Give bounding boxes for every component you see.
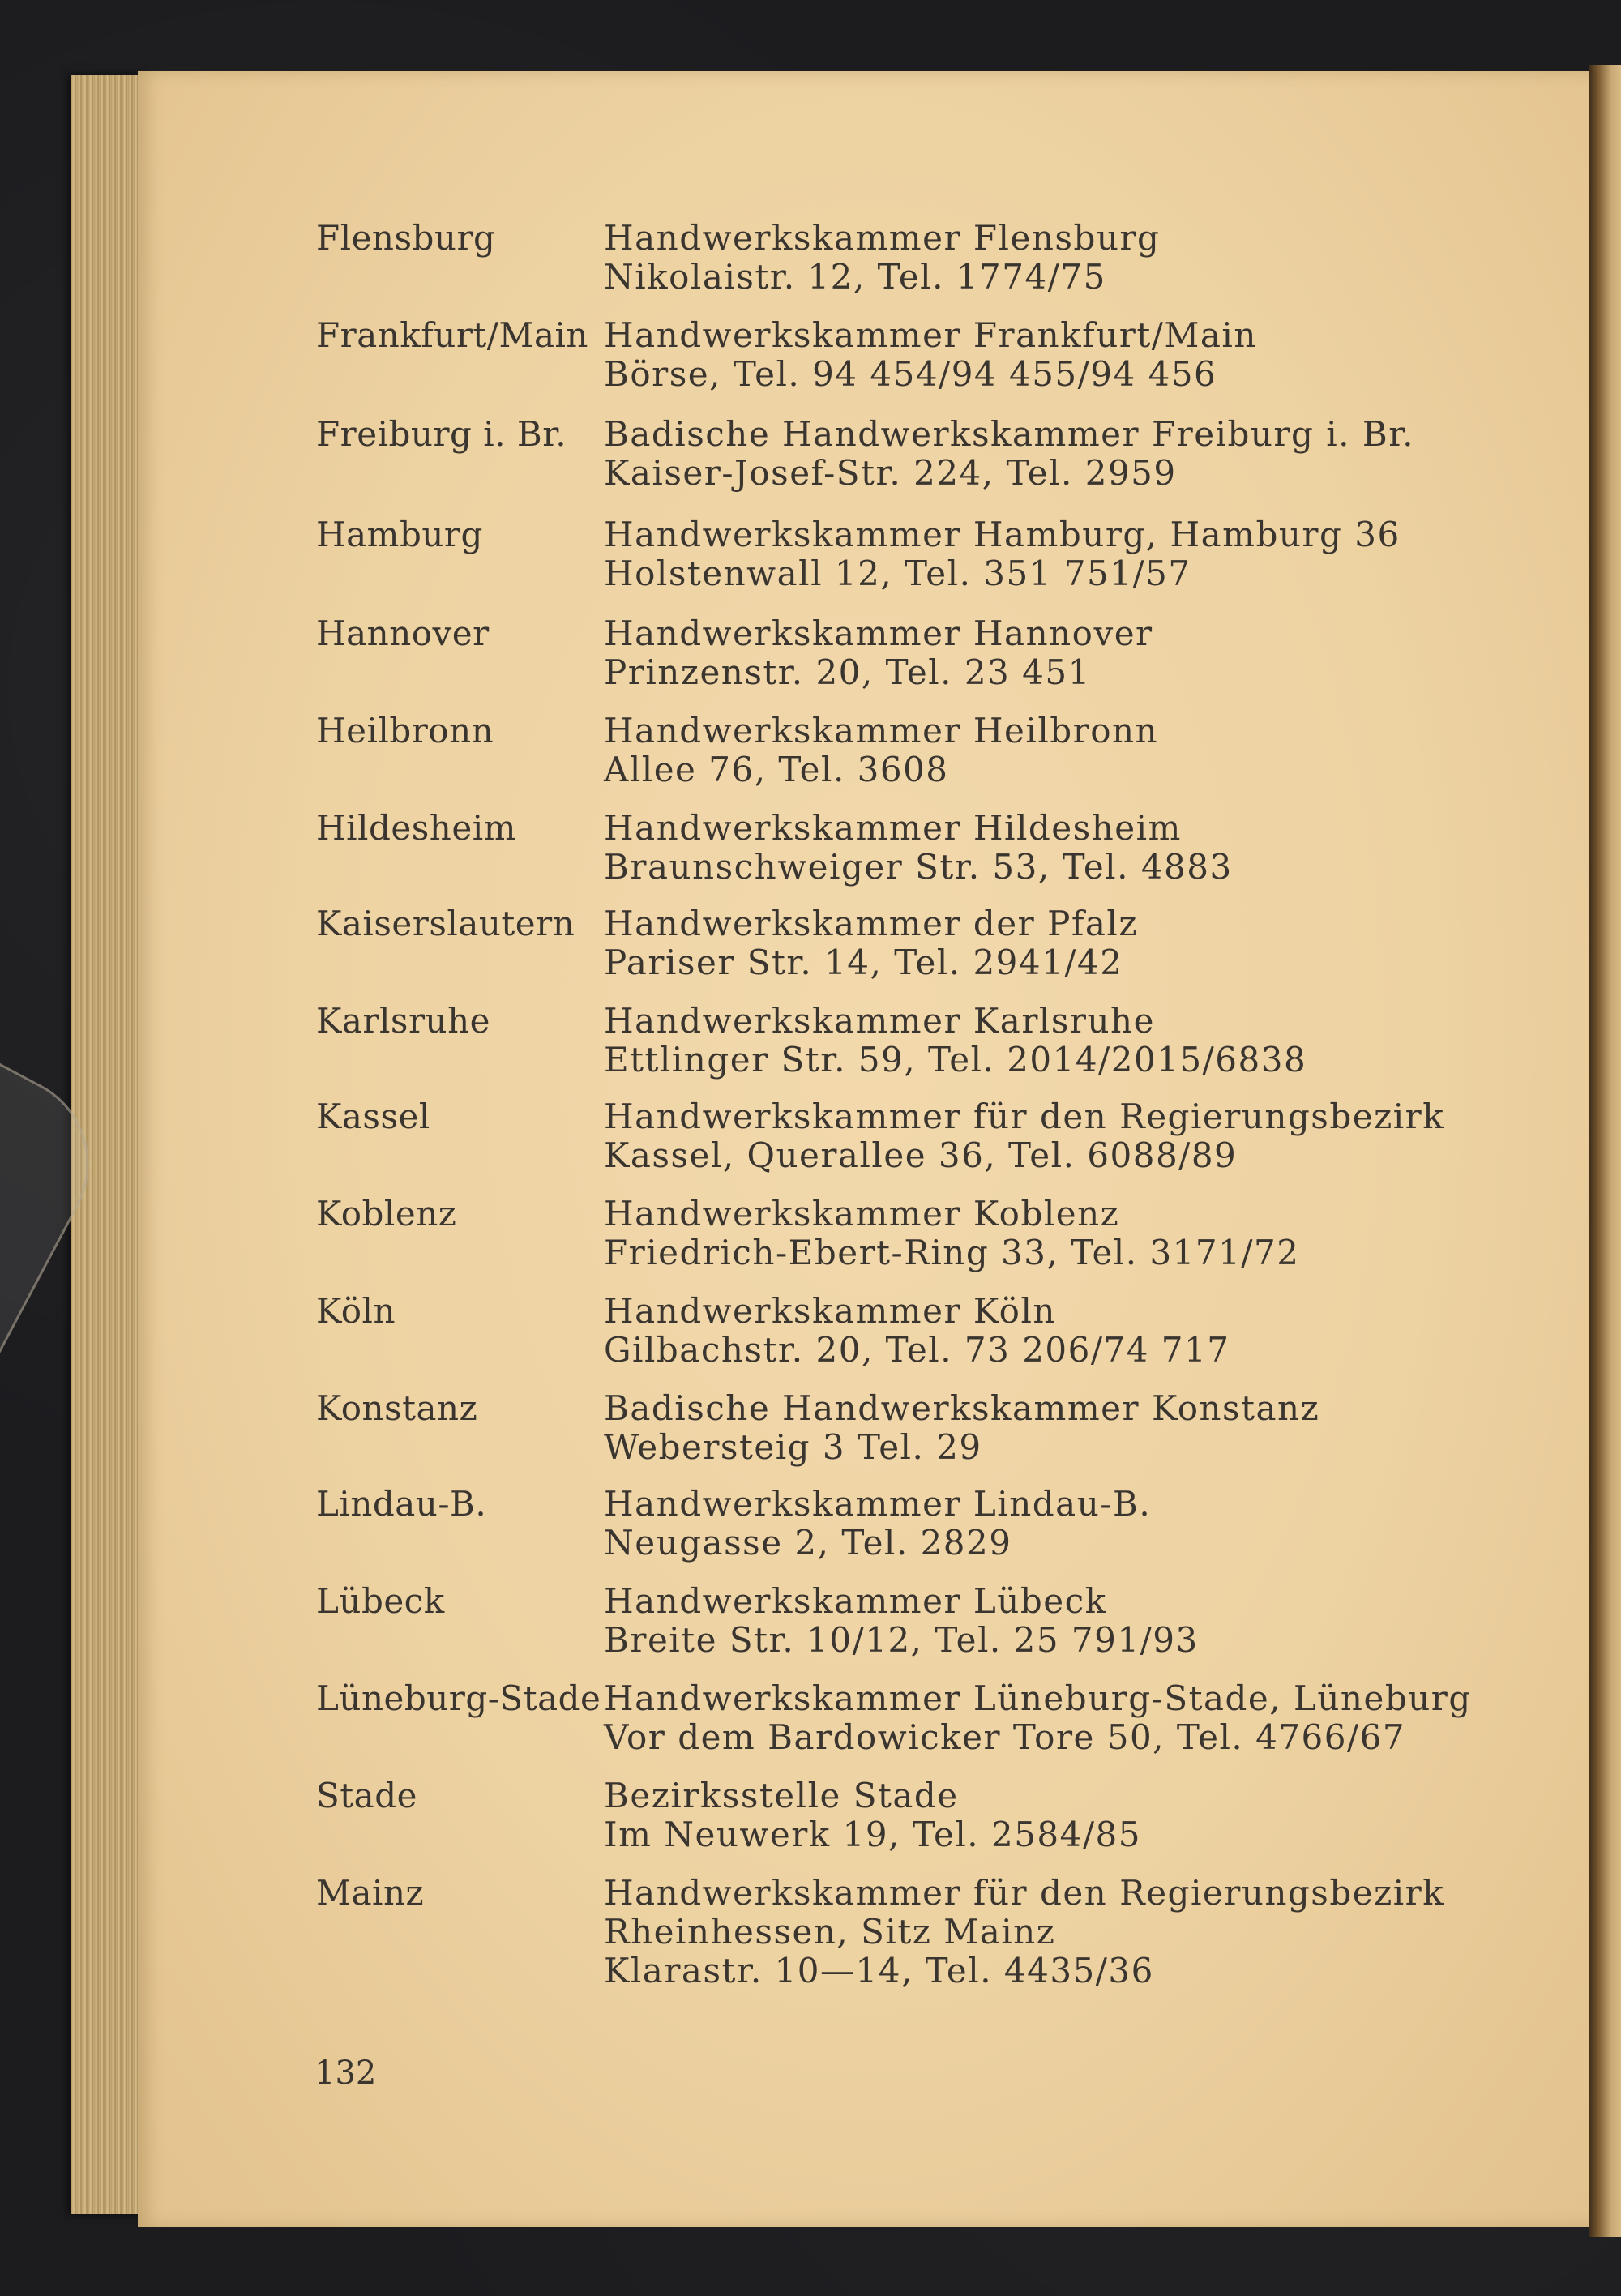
chamber-address [604, 904, 1495, 982]
city-name: Stade [316, 1776, 417, 1815]
chamber-address [604, 1097, 1495, 1175]
address-line: Rheinhessen, Sitz Mainz [604, 1912, 1056, 1952]
address-line: Bezirksstelle Stade [604, 1776, 959, 1815]
chamber-address [604, 1777, 1495, 1854]
address-line: Ettlinger Str. 59, Tel. 2014/2015/6838 [604, 1040, 1307, 1080]
city-name: Hannover [316, 614, 490, 653]
address-line: Handwerkskammer Lüneburg-Stade, Lüneburg [604, 1678, 1472, 1718]
chamber-address [604, 614, 1495, 692]
chamber-address [604, 1195, 1495, 1272]
book-gutter [1589, 65, 1621, 2237]
city-name: Frankfurt/Main [316, 315, 588, 355]
address-line: Badische Handwerkskammer Freiburg i. Br. [604, 414, 1415, 454]
city-name: Lübeck [316, 1581, 445, 1621]
chamber-address [604, 316, 1495, 394]
address-line: Vor dem Bardowicker Tore 50, Tel. 4766/67 [604, 1717, 1406, 1757]
address-line: Handwerkskammer Lindau-B. [604, 1484, 1152, 1524]
address-line: Handwerkskammer der Pfalz [604, 904, 1138, 943]
address-line: Klarastr. 10—14, Tel. 4435/36 [604, 1951, 1154, 1990]
address-line: Neugasse 2, Tel. 2829 [604, 1523, 1012, 1563]
address-line: Handwerkskammer Hildesheim [604, 808, 1182, 848]
chamber-address [604, 712, 1495, 789]
city-name: Lüneburg-Stade [316, 1678, 601, 1718]
address-line: Handwerkskammer Lübeck [604, 1581, 1107, 1621]
address-line: Kaiser-Josef-Str. 224, Tel. 2959 [604, 453, 1177, 493]
city-name: Karlsruhe [316, 1001, 491, 1041]
page-number: 132 [314, 2054, 377, 2092]
chamber-address [604, 1485, 1495, 1563]
chamber-address [604, 515, 1495, 593]
city-name: Köln [316, 1291, 396, 1331]
address-line: Braunschweiger Str. 53, Tel. 4883 [604, 847, 1233, 887]
city-name: Hamburg [316, 515, 483, 554]
address-line: Prinzenstr. 20, Tel. 23 451 [604, 652, 1091, 692]
address-line: Pariser Str. 14, Tel. 2941/42 [604, 943, 1123, 982]
city-name: Heilbronn [316, 711, 494, 750]
address-line: Handwerkskammer Karlsruhe [604, 1001, 1155, 1041]
chamber-address [604, 1679, 1495, 1757]
city-name: Flensburg [316, 218, 496, 258]
address-line: Handwerkskammer Flensburg [604, 218, 1161, 258]
address-line: Breite Str. 10/12, Tel. 25 791/93 [604, 1620, 1199, 1660]
chamber-address [604, 1874, 1495, 1990]
city-name: Lindau-B. [316, 1484, 487, 1524]
address-line: Nikolaistr. 12, Tel. 1774/75 [604, 257, 1106, 297]
city-name: Koblenz [316, 1194, 457, 1234]
address-line: Handwerkskammer Hannover [604, 614, 1153, 653]
address-line: Handwerkskammer Frankfurt/Main [604, 315, 1257, 355]
chamber-address [604, 1389, 1495, 1467]
chamber-address [604, 1292, 1495, 1370]
address-line: Handwerkskammer für den Regierungsbezirk [604, 1873, 1445, 1913]
city-name: Freiburg i. Br. [316, 414, 567, 454]
chamber-address [604, 219, 1495, 297]
city-name: Kassel [316, 1097, 430, 1136]
chamber-address [604, 809, 1495, 887]
city-name: Konstanz [316, 1388, 478, 1428]
chamber-address [604, 1582, 1495, 1660]
address-line: Handwerkskammer Hamburg, Hamburg 36 [604, 515, 1401, 554]
chamber-address [604, 415, 1495, 493]
address-line: Gilbachstr. 20, Tel. 73 206/74 717 [604, 1330, 1230, 1370]
chamber-address [604, 1002, 1495, 1080]
address-line: Holstenwall 12, Tel. 351 751/57 [604, 554, 1191, 593]
city-name: Mainz [316, 1873, 425, 1913]
address-line: Handwerkskammer Köln [604, 1291, 1056, 1331]
address-line: Badische Handwerkskammer Konstanz [604, 1388, 1320, 1428]
address-line: Kassel, Querallee 36, Tel. 6088/89 [604, 1135, 1238, 1175]
city-name: Hildesheim [316, 808, 516, 848]
city-name: Kaiserslautern [316, 904, 575, 943]
address-line: Friedrich-Ebert-Ring 33, Tel. 3171/72 [604, 1233, 1300, 1272]
address-line: Handwerkskammer Heilbronn [604, 711, 1159, 750]
address-line: Webersteig 3 Tel. 29 [604, 1427, 982, 1467]
address-line: Allee 76, Tel. 3608 [604, 750, 949, 789]
address-line: Handwerkskammer für den Regierungsbezirk [604, 1097, 1445, 1136]
address-line: Im Neuwerk 19, Tel. 2584/85 [604, 1815, 1141, 1854]
address-line: Börse, Tel. 94 454/94 455/94 456 [604, 354, 1217, 394]
address-line: Handwerkskammer Koblenz [604, 1194, 1120, 1234]
